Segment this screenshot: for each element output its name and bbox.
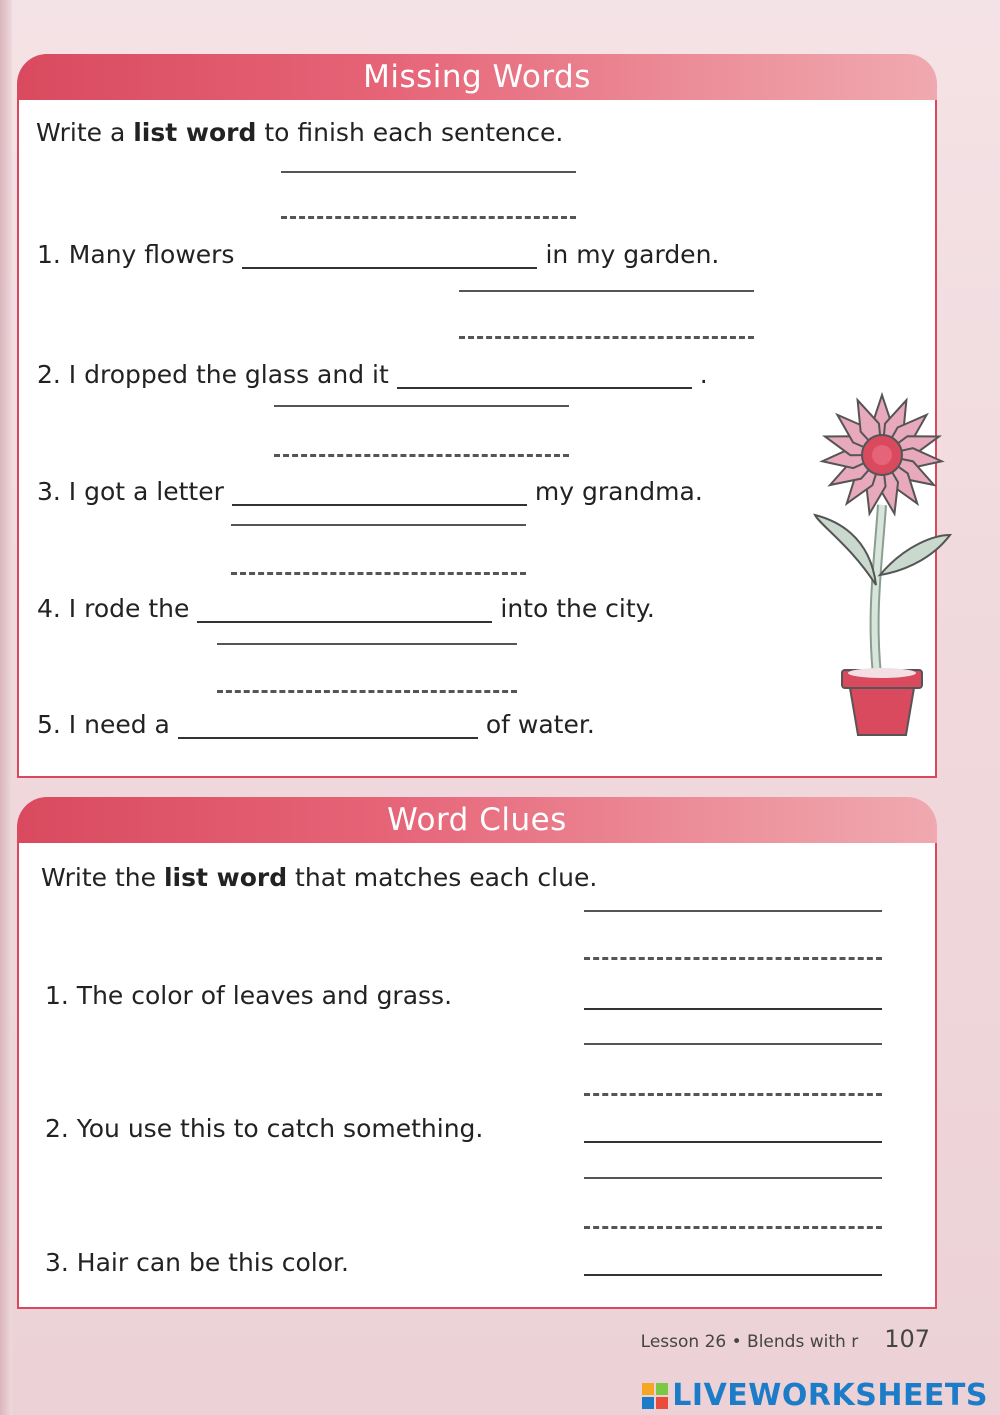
sentence-5 [37, 710, 595, 739]
sentence-text-end: in my garden. [545, 240, 720, 269]
instruction-text: Write a [36, 118, 134, 147]
instruction-bold-text: list word [163, 863, 288, 892]
answer-guide-top [584, 910, 882, 912]
sentence-text: 2. I dropped the glass and it [37, 360, 389, 389]
sentence-2 [37, 360, 708, 389]
word-clues-title: Word Clues [387, 802, 567, 838]
sentence-text: 4. I rode the [37, 594, 190, 623]
sentence-1 [37, 240, 719, 269]
clue-text: 1. The color of leaves and grass. [45, 981, 453, 1010]
answer-guide-dashed [584, 1093, 882, 1096]
brand-name: LIVEWORKSHEETS [672, 1378, 988, 1413]
answer-guide-top [274, 405, 569, 407]
sentence-4 [37, 594, 655, 623]
answer-blank-clue-2[interactable] [584, 1141, 882, 1143]
answer-blank-2[interactable] [397, 363, 692, 389]
flower-petals [821, 395, 942, 516]
clue-1 [45, 981, 452, 1010]
sentence-text-end: of water. [485, 710, 595, 739]
missing-words-header [17, 54, 937, 100]
instruction-text: Write the [41, 863, 164, 892]
answer-blank-1[interactable] [242, 243, 537, 269]
clue-text: 3. Hair can be this color. [45, 1248, 349, 1277]
missing-words-panel [17, 59, 937, 778]
answer-guide-top [281, 171, 576, 173]
missing-words-title: Missing Words [363, 59, 591, 95]
answer-blank-clue-1[interactable] [584, 1008, 882, 1010]
lesson-label: Lesson 26 • Blends with r [640, 1332, 859, 1352]
answer-blank-4[interactable] [197, 597, 492, 623]
clue-text: 2. You use this to catch something. [45, 1114, 484, 1143]
liveworksheets-brand[interactable] [642, 1378, 988, 1413]
instruction-bold-text: list word [133, 118, 257, 147]
answer-guide-dashed [281, 216, 576, 219]
instruction-text-end: that matches each clue. [287, 863, 598, 892]
word-clues-panel [17, 802, 937, 1309]
word-clues-header [17, 797, 937, 843]
word-clues-instruction [41, 863, 597, 892]
answer-guide-dashed [459, 336, 754, 339]
flower-pot [842, 668, 922, 735]
answer-guide-top [584, 1177, 882, 1179]
liveworksheets-logo-icon [642, 1383, 668, 1409]
answer-blank-5[interactable] [178, 713, 478, 739]
sentence-text-end: . [699, 360, 708, 389]
answer-guide-dashed [274, 454, 569, 457]
sentence-text: 3. I got a letter [37, 477, 224, 506]
answer-guide-dashed [584, 957, 882, 960]
book-spine [0, 0, 12, 1415]
sentence-text-end: my grandma. [534, 477, 703, 506]
answer-guide-top [584, 1043, 882, 1045]
answer-blank-clue-3[interactable] [584, 1274, 882, 1276]
flower-pot-illustration [800, 385, 960, 745]
clue-3 [45, 1248, 349, 1277]
sentence-3 [37, 477, 703, 506]
instruction-text-end: to finish each sentence. [256, 118, 564, 147]
sentence-text: 5. I need a [37, 710, 170, 739]
answer-guide-top [231, 524, 526, 526]
answer-blank-3[interactable] [232, 480, 527, 506]
answer-guide-top [217, 643, 517, 645]
page-number: 107 [884, 1325, 930, 1353]
answer-guide-dashed [584, 1226, 882, 1229]
missing-words-instruction [36, 118, 563, 147]
page-footer [641, 1325, 930, 1353]
answer-guide-top [459, 290, 754, 292]
flower-stem [875, 505, 882, 685]
sentence-text-end: into the city. [500, 594, 655, 623]
answer-guide-dashed [231, 572, 526, 575]
answer-guide-dashed [217, 690, 517, 693]
sentence-text: 1. Many flowers [37, 240, 235, 269]
clue-2 [45, 1114, 483, 1143]
